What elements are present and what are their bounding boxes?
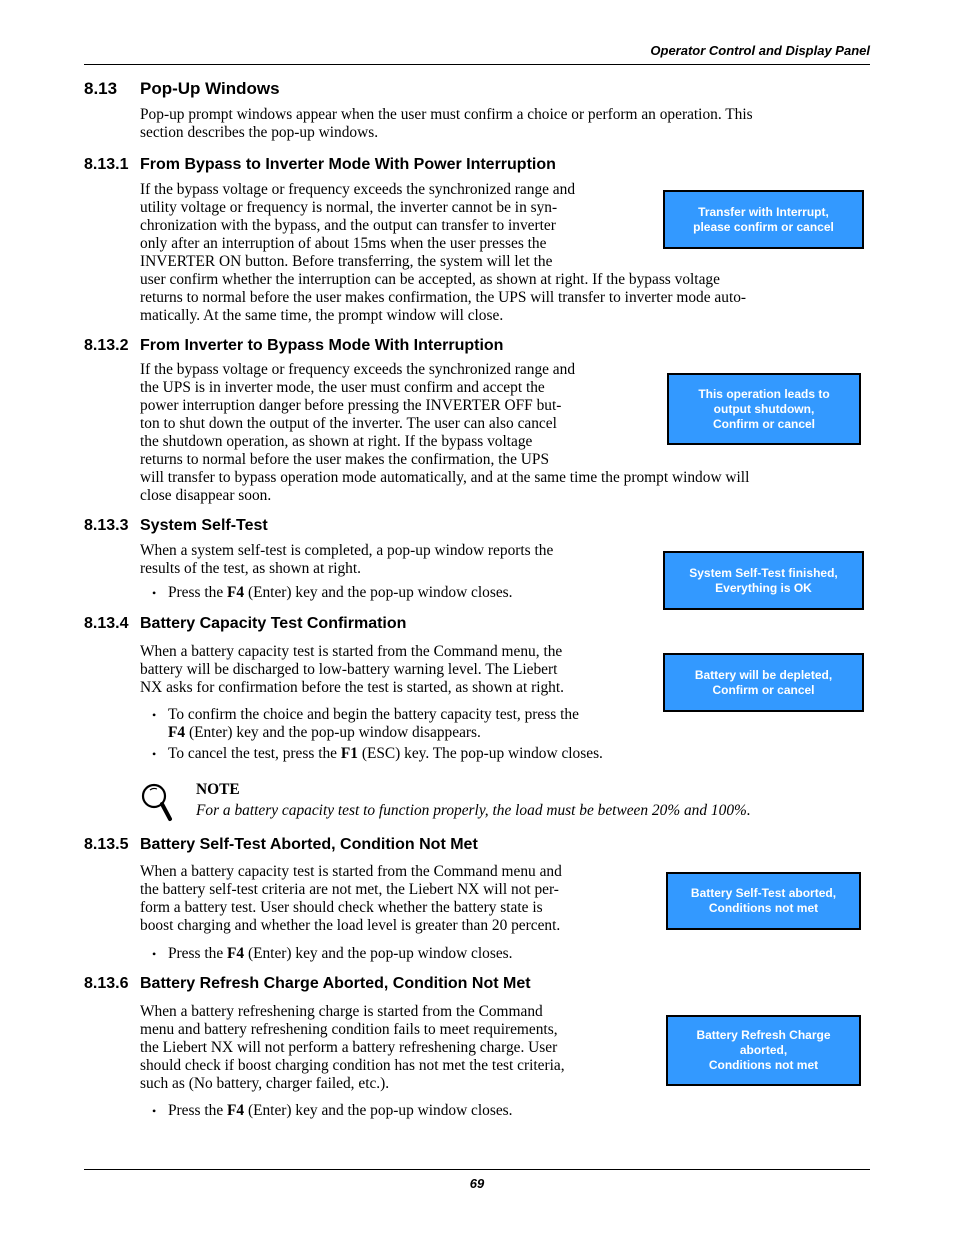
text-line: matically. At the same time, the prompt window will close. bbox=[140, 307, 504, 324]
subsection-title: Battery Self-Test Aborted, Condition Not Met bbox=[140, 836, 478, 853]
subsection-title: From Bypass to Inverter Mode With Power Interruption bbox=[140, 156, 556, 173]
note-text: For a battery capacity test to function properly, the load must be between 20% and 100%. bbox=[196, 802, 751, 819]
subsection-heading-8-13-5 bbox=[84, 836, 478, 854]
popup-output-shutdown bbox=[667, 373, 861, 445]
popup-line: please confirm or cancel bbox=[693, 219, 834, 234]
page-number: 69 bbox=[469, 1176, 485, 1191]
text-line: utility voltage or frequency is normal, the inverter cannot be in syn- bbox=[140, 199, 558, 216]
text-line: the Liebert NX will not perform a battery refreshening charge. User bbox=[140, 1039, 558, 1056]
text-line: will transfer to bypass operation mode automatically, and at the same time the prompt window will bbox=[140, 469, 750, 486]
text-line: the shutdown operation, as shown at right. If the bypass voltage bbox=[140, 433, 533, 450]
bullet-dot: • bbox=[152, 1104, 157, 1118]
text-line: the UPS is in inverter mode, the user must confirm and accept the bbox=[140, 379, 545, 396]
bullet-dot: • bbox=[152, 586, 157, 600]
popup-self-test-finished bbox=[663, 551, 864, 610]
text-line: only after an interruption of about 15ms when the user presses the bbox=[140, 235, 547, 252]
bullet-item: • Press the F4 (Enter) key and the pop-up window closes. bbox=[152, 1102, 513, 1119]
text-line: Pop-up prompt windows appear when the user must confirm a choice or perform an operation. This bbox=[140, 106, 753, 123]
subsection-title: Battery Capacity Test Confirmation bbox=[140, 615, 407, 632]
running-header: Operator Control and Display Panel bbox=[650, 43, 870, 58]
text-line: chronization with the bypass, and the output can transfer to inverter bbox=[140, 217, 556, 234]
text-line: the battery self-test criteria are not met, the Liebert NX will not per- bbox=[140, 881, 559, 898]
text-line: power interruption danger before pressing the INVERTER OFF but- bbox=[140, 397, 562, 414]
subsection-number: 8.13.4 bbox=[84, 615, 129, 632]
key-label: F4 bbox=[227, 584, 245, 601]
popup-line: Conditions not met bbox=[708, 1058, 819, 1072]
text-line: When a battery capacity test is started from the Command menu, the bbox=[140, 643, 563, 660]
section-heading bbox=[84, 79, 280, 99]
popup-line: System Self-Test finished, bbox=[689, 565, 838, 580]
text-line: form a battery test. User should check whether the battery state is bbox=[140, 899, 543, 916]
text-line: returns to normal before the user makes confirmation, the UPS will transfer to inverter mode auto- bbox=[140, 289, 747, 306]
subsection-number: 8.13.1 bbox=[84, 156, 129, 173]
subsection-heading-8-13-6 bbox=[84, 975, 531, 993]
subsection-body-8-13-6 bbox=[140, 1003, 565, 1093]
popup-line: This operation leads to bbox=[698, 386, 830, 401]
note-label: NOTE bbox=[196, 781, 240, 798]
subsection-number: 8.13.5 bbox=[84, 836, 129, 853]
subsection-title: Battery Refresh Charge Aborted, Condition Not Met bbox=[140, 975, 531, 992]
subsection-heading-8-13-1 bbox=[84, 156, 556, 174]
popup-line: Battery will be depleted, bbox=[694, 667, 833, 682]
subsection-number: 8.13.2 bbox=[84, 337, 129, 354]
key-label: F4 bbox=[168, 724, 186, 741]
text-line: such as (No battery, charger failed, etc.). bbox=[140, 1075, 390, 1092]
text-line: If the bypass voltage or frequency exceeds the synchronized range and bbox=[140, 361, 576, 378]
popup-self-test-aborted bbox=[666, 872, 861, 930]
magnifier-note-icon bbox=[140, 782, 174, 822]
text-line: menu and battery refreshening condition fails to meet requirements, bbox=[140, 1021, 558, 1038]
bullet-item: • To cancel the test, press the F1 (ESC) key. The pop-up window closes. bbox=[152, 745, 603, 762]
footer-rule bbox=[84, 1169, 870, 1170]
popup-line: Conditions not met bbox=[708, 901, 819, 915]
key-label: F4 bbox=[227, 945, 245, 962]
bullet-item: • Press the F4 (Enter) key and the pop-up window closes. bbox=[152, 945, 513, 962]
popup-line: Battery Self-Test aborted, bbox=[690, 886, 837, 900]
popup-line: Confirm or cancel bbox=[712, 682, 815, 697]
subsection-body-8-13-2 bbox=[140, 361, 749, 505]
subsection-body-8-13-5 bbox=[140, 863, 562, 935]
bullet-item: • To confirm the choice and begin the battery capacity test, press the F4 (Enter) key and the pop-up window disappears. bbox=[152, 706, 579, 741]
section-title: Pop-Up Windows bbox=[140, 79, 280, 98]
text-line: When a system self-test is completed, a pop-up window reports the bbox=[140, 542, 554, 559]
text-line: NX asks for confirmation before the test is started, as shown at right. bbox=[140, 679, 564, 696]
header-rule bbox=[84, 64, 870, 65]
text-line: user confirm whether the interruption can be accepted, as shown at right. If the bypass voltage bbox=[140, 271, 720, 288]
text-line: close disappear soon. bbox=[140, 487, 272, 504]
text-line: results of the test, as shown at right. bbox=[140, 560, 361, 577]
popup-refresh-charge-aborted bbox=[666, 1015, 861, 1086]
subsection-heading-8-13-3 bbox=[84, 517, 268, 535]
key-label: F4 bbox=[227, 1102, 245, 1119]
popup-transfer-interrupt bbox=[663, 190, 864, 249]
text-line: If the bypass voltage or frequency exceeds the synchronized range and bbox=[140, 181, 576, 198]
text-line: section describes the pop-up windows. bbox=[140, 124, 379, 141]
subsection-body-8-13-4 bbox=[140, 643, 564, 697]
key-label: F1 bbox=[340, 745, 358, 762]
text-line: should check if boost charging condition has not met the test criteria, bbox=[140, 1057, 565, 1074]
popup-battery-depleted bbox=[663, 653, 864, 712]
popup-line: Confirm or cancel bbox=[712, 416, 816, 431]
text-line: boost charging and whether the load level is greater than 20 percent. bbox=[140, 917, 561, 934]
text-line: battery will be discharged to low-battery warning level. The Liebert bbox=[140, 661, 558, 678]
bullet-dot: • bbox=[152, 947, 157, 961]
subsection-title: From Inverter to Bypass Mode With Interruption bbox=[140, 337, 504, 354]
subsection-heading-8-13-2 bbox=[84, 337, 503, 355]
text-line: INVERTER ON button. Before transferring, the system will let the bbox=[140, 253, 553, 270]
section-intro bbox=[140, 106, 753, 142]
popup-line: Transfer with Interrupt, bbox=[698, 204, 829, 219]
popup-line: output shutdown, bbox=[713, 401, 815, 416]
subsection-body-8-13-1 bbox=[140, 181, 746, 325]
popup-line: Everything is OK bbox=[715, 580, 812, 595]
subsection-body-8-13-3 bbox=[140, 542, 553, 578]
subsection-heading-8-13-4 bbox=[84, 615, 406, 633]
text-line: When a battery capacity test is started from the Command menu and bbox=[140, 863, 562, 880]
text-line: returns to normal before the user makes the confirmation, the UPS bbox=[140, 451, 550, 468]
text-line: When a battery refreshening charge is started from the Command bbox=[140, 1003, 543, 1020]
popup-line: Battery Refresh Charge bbox=[696, 1028, 831, 1042]
popup-line: aborted, bbox=[739, 1043, 788, 1057]
bullet-dot: • bbox=[152, 708, 157, 722]
subsection-number: 8.13.3 bbox=[84, 517, 129, 534]
subsection-title: System Self-Test bbox=[140, 517, 268, 534]
section-number: 8.13 bbox=[84, 79, 118, 98]
bullet-item: • Press the F4 (Enter) key and the pop-up window closes. bbox=[152, 584, 513, 601]
bullet-dot: • bbox=[152, 747, 157, 761]
text-line: ton to shut down the output of the inverter. The user can also cancel bbox=[140, 415, 557, 432]
subsection-number: 8.13.6 bbox=[84, 975, 129, 992]
